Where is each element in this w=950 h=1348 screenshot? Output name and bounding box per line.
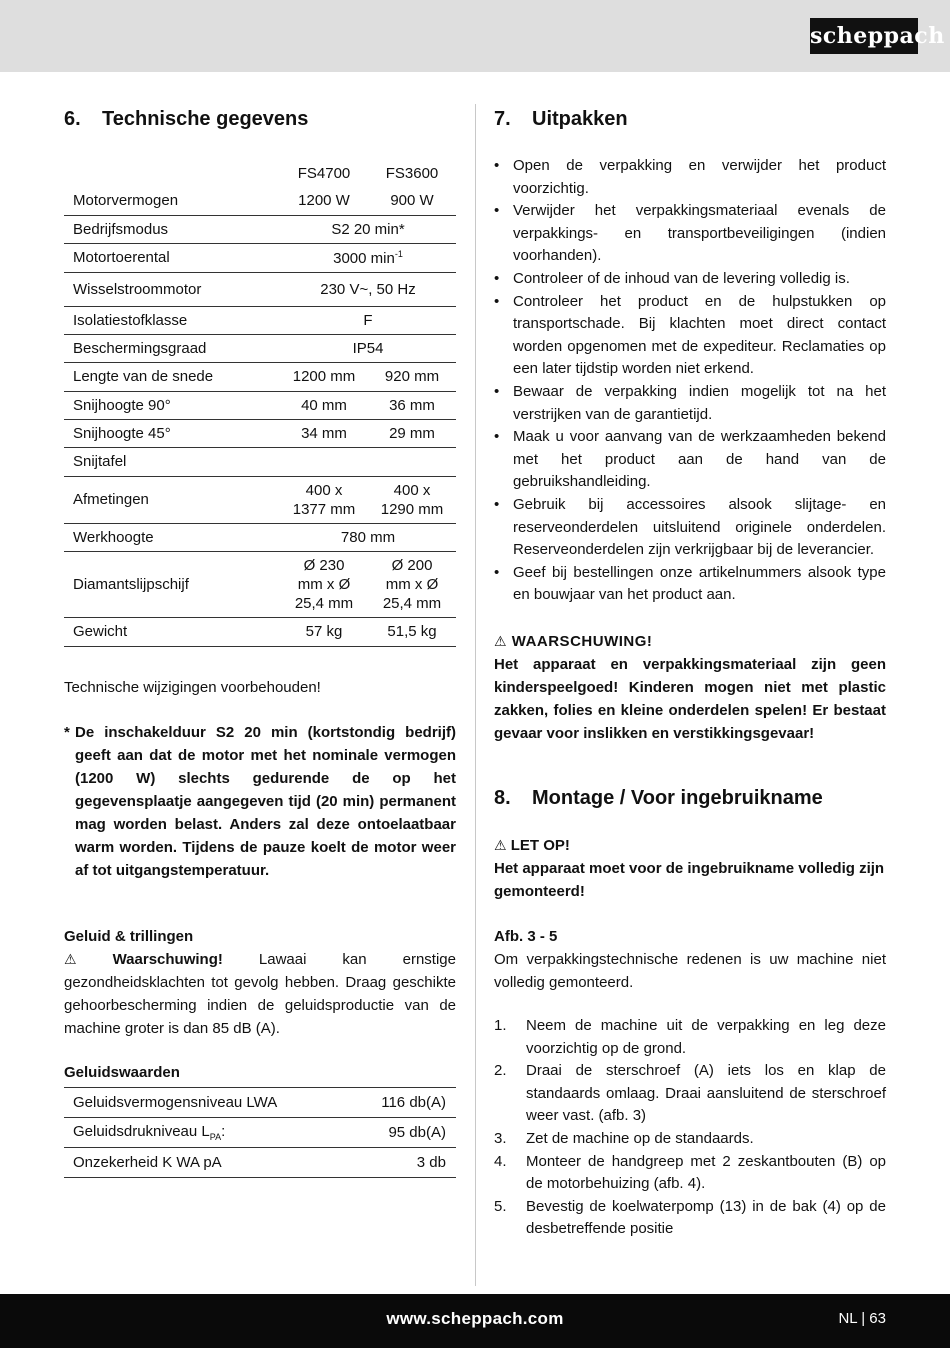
sound-row — [64, 1088, 456, 1118]
sound-label: Onzekerheid K WA pA — [64, 1148, 354, 1178]
spec-label: Lengte van de snede — [64, 362, 280, 391]
caution-text: Het apparaat moet voor de ingebruikname volledig zijn gemonteerd! — [494, 860, 885, 900]
spec-value: 230 V~, 50 Hz — [280, 272, 456, 306]
noise-warning-label: Waarschuwing! — [112, 951, 223, 968]
spec-row — [64, 476, 456, 523]
spec-value: 34 mm — [280, 419, 368, 447]
spec-label: Gewicht — [64, 617, 280, 646]
section-6-number: 6. — [64, 108, 81, 130]
spec-value: 400 x 1377 mm — [280, 476, 368, 523]
sound-values-heading: Geluidswaarden — [64, 1064, 180, 1081]
section-8-heading — [494, 787, 823, 810]
noise-warning — [64, 948, 456, 1040]
sound-label: Geluidsvermogensniveau LWA — [64, 1088, 354, 1118]
figure-reference: Afb. 3 - 5 — [494, 928, 558, 945]
section-6-title: Technische gegevens — [102, 108, 309, 130]
assembly-steps — [494, 1015, 886, 1241]
sound-values-table — [64, 1087, 456, 1178]
list-item: • Open de verpakking en verwijder het product voorzichtig. — [494, 155, 886, 200]
spec-row — [64, 617, 456, 646]
spec-table — [64, 160, 456, 647]
section-8-number: 8. — [494, 787, 511, 809]
spec-row — [64, 334, 456, 362]
sound-row — [64, 1148, 456, 1178]
unpack-list — [494, 155, 886, 607]
spec-row — [64, 272, 456, 306]
spec-value: Ø 230 mm x Ø 25,4 mm — [280, 551, 368, 617]
spec-label: Wisselstroommotor — [64, 272, 280, 306]
sound-value: 3 db — [354, 1148, 456, 1178]
technical-changes-note: Technische wijzigingen voorbehouden! — [64, 679, 321, 696]
spec-label: Bedrijfsmodus — [64, 215, 280, 243]
warning-triangle-icon: ⚠ — [64, 951, 77, 967]
spec-header-row — [64, 160, 456, 186]
spec-row — [64, 551, 456, 617]
spec-row — [64, 243, 456, 272]
list-item: 4. Monteer de handgreep met 2 zeskantbouten (B) op de motorbehuizing (afb. 4). — [494, 1152, 886, 1193]
spec-value: 900 W — [368, 186, 456, 215]
spec-label: Diamantslijpschijf — [64, 551, 280, 617]
sound-row — [64, 1118, 456, 1148]
spec-value: 3000 $\min^{-1}$ — [280, 243, 456, 272]
spec-value: 29 mm — [368, 419, 456, 447]
section-8-title: Montage / Voor ingebruikname — [532, 787, 823, 809]
footnote-text: De inschakelduur S2 20 min (kortstondig bedrijf) geeft aan dat de motor met het nominale vermogen (1200 W) slechts gedurende de op het gegevensplaatje aangegeven tijd (20 min) permanent mag worden belast. Anders zal deze ontoelaatbaar warm worden. Tijdens de pauze koelt de motor weer af tot uitgangstemperatuur. — [75, 724, 456, 879]
spec-value: F — [280, 306, 456, 334]
spec-value: 780 mm — [280, 523, 456, 551]
spec-value: S2 20 min* — [280, 215, 456, 243]
list-item: • Maak u voor aanvang van de werkzaamheden bekend met het product aan de hand van de gebruikshandleiding. — [494, 426, 886, 494]
spec-row — [64, 523, 456, 551]
spec-row — [64, 306, 456, 334]
spec-label: Afmetingen — [64, 476, 280, 523]
section-7-title: Uitpakken — [532, 108, 628, 130]
list-item: • Controleer of de inhoud van de levering volledig is. — [494, 268, 886, 291]
spec-value: 1200 mm — [280, 362, 368, 391]
spec-value: 40 mm — [280, 391, 368, 419]
caution-title: ⚠ LET OP! — [494, 834, 570, 857]
figure-text: Om verpakkingstechnische redenen is uw machine niet volledig gemonteerd. — [494, 951, 886, 991]
header-bar — [0, 0, 950, 72]
spec-row — [64, 362, 456, 391]
sound-value: 116 db(A) — [354, 1088, 456, 1118]
section-7-number: 7. — [494, 108, 511, 130]
footnote-marker: * — [64, 724, 70, 741]
list-item: 3. Zet de machine op de standaards. — [494, 1129, 754, 1147]
section-7-heading — [494, 108, 628, 131]
section-6-heading — [64, 108, 308, 131]
spec-label: Beschermingsgraad — [64, 334, 280, 362]
spec-label: Snijhoogte 45° — [64, 419, 280, 447]
sound-label: Geluidsdrukniveau $L_{PA}$: — [64, 1118, 354, 1148]
list-item: • Geef bij bestellingen onze artikelnummers alsook type en bouwjaar van het product aan. — [494, 562, 886, 607]
spec-row — [64, 447, 456, 476]
footer-bar — [0, 1294, 950, 1348]
spec-label: Snijhoogte 90° — [64, 391, 280, 419]
spec-value: Ø 200 mm x Ø 25,4 mm — [368, 551, 456, 617]
spec-value: 51,5 kg — [368, 617, 456, 646]
list-item: • Controleer het product en de hulpstukken op transportschade. Bij klachten moet direct contact worden opgenomen met de expediteur. Reclamaties op een later tijdstip worden niet erkend. — [494, 291, 886, 381]
spec-row — [64, 215, 456, 243]
spec-col-fs3600: FS3600 — [385, 164, 439, 182]
spec-label: Snijtafel — [64, 447, 280, 476]
duty-cycle-footnote — [64, 721, 456, 882]
spec-label: Werkhoogte — [64, 523, 280, 551]
list-item: 2. Draai de sterschroef (A) iets los en klap de standaards omlaag. Draai aansluitend de sterschroef weer vast. (afb. 3) — [494, 1062, 886, 1125]
warning-triangle-icon: ⚠ — [494, 633, 508, 649]
page-number: NL | 63 — [838, 1310, 886, 1327]
spec-row — [64, 419, 456, 447]
warning-title: ⚠ WAARSCHUWING! — [494, 630, 652, 653]
list-item: 1. Neem de machine uit de verpakking en leg deze voorzichtig op de grond. — [494, 1017, 886, 1057]
spec-label: Motorvermogen — [64, 186, 280, 215]
spec-value: IP54 — [280, 334, 456, 362]
spec-value: 920 mm — [368, 362, 456, 391]
website-link[interactable]: www.scheppach.com — [386, 1309, 564, 1328]
list-item: 5. Bevestig de koelwaterpomp (13) in de bak (4) op de desbetreffende positie — [494, 1197, 886, 1238]
list-item: • Verwijder het verpakkingsmateriaal evenals de verpakkings- en transportbeveiligingen (indien voorhanden). — [494, 200, 886, 268]
warning-triangle-icon: ⚠ — [494, 837, 507, 853]
noise-heading: Geluid & trillingen — [64, 928, 194, 945]
scheppach-logo: scheppach — [810, 18, 918, 54]
spec-label: Motortoerental — [64, 243, 280, 272]
spec-value: 1200 W — [280, 186, 368, 215]
spec-value: 57 kg — [280, 617, 368, 646]
noise-warning-text: Lawaai kan ernstige gezondheidsklachten tot gevolg hebben. Draag geschikte gehoorbescherming indien de geluidsproductie van de machine groter is dan 85 dB (A). — [64, 951, 456, 1037]
column-divider — [475, 104, 476, 1286]
list-item: • Gebruik bij accessoires alsook slijtage- en reserveonderdelen uitsluitend originele onderdelen. Reserveonderdelen zijn verkrijgbaar bij de leverancier. — [494, 494, 886, 562]
spec-label: Isolatiestofklasse — [64, 306, 280, 334]
list-item: • Bewaar de verpakking indien mogelijk tot na het verstrijken van de garantietijd. — [494, 381, 886, 426]
sound-value: 95 db(A) — [354, 1118, 456, 1148]
warning-text: Het apparaat en verpakkingsmateriaal zijn geen kinderspeelgoed! Kinderen mogen niet met plastic zakken, folies en kleine onderdelen spelen! Er bestaat gevaar voor inslikken en verstikkingsgevaar! — [494, 656, 886, 742]
spec-value: 36 mm — [368, 391, 456, 419]
spec-row — [64, 186, 456, 215]
spec-col-fs4700: FS4700 — [297, 164, 351, 182]
spec-value: 400 x 1290 mm — [368, 476, 456, 523]
spec-row — [64, 391, 456, 419]
